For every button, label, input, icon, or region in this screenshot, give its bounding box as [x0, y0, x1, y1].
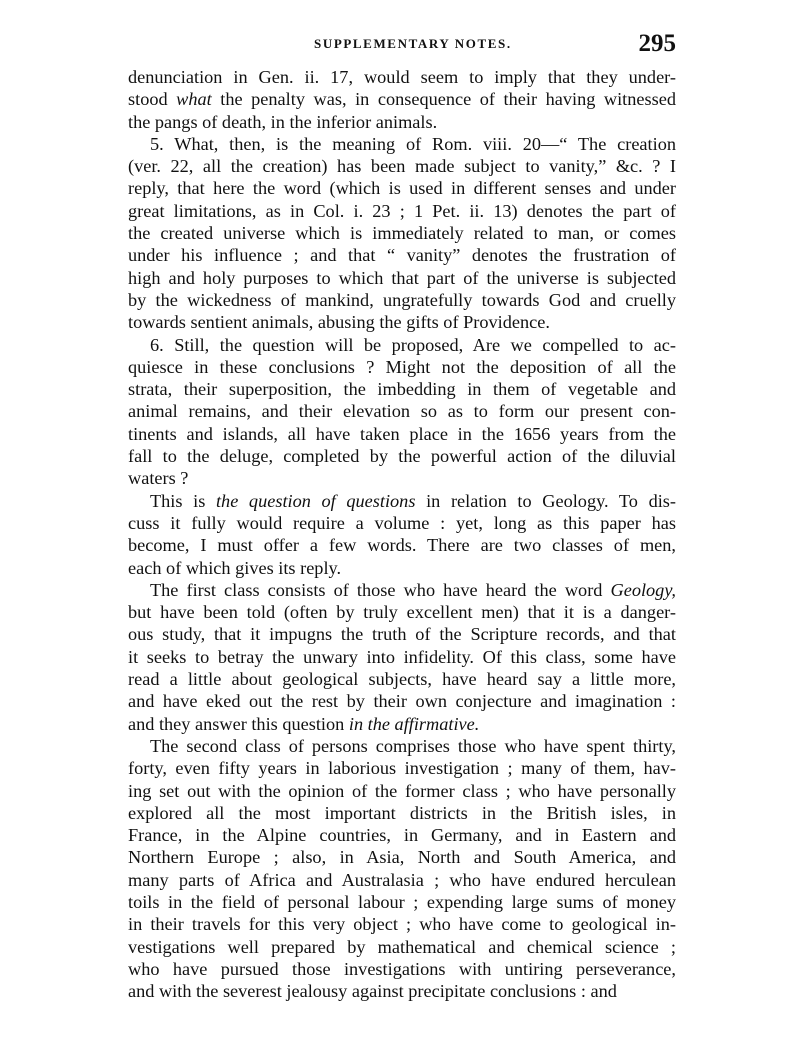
- text-line: [128, 601, 676, 623]
- text-line: [128, 713, 676, 735]
- text-segment: stood: [128, 89, 177, 110]
- text-line: [128, 757, 676, 779]
- text-line: [128, 780, 676, 802]
- text-line: [128, 869, 676, 891]
- paragraph: [128, 490, 676, 579]
- paragraph: [128, 133, 676, 334]
- text-line: [128, 534, 676, 556]
- text-line: [128, 512, 676, 534]
- text-segment: and they answer this question: [128, 713, 349, 734]
- text-line: [128, 690, 676, 712]
- text-line: [128, 423, 676, 445]
- text-line: [128, 356, 676, 378]
- paragraph: [128, 334, 676, 490]
- text-segment: explored all the most important districts in the British isles, in: [128, 802, 676, 823]
- text-line: [128, 155, 676, 177]
- text-segment: who have pursued those investigations with untiring perseverance,: [128, 958, 676, 979]
- text-line: [128, 958, 676, 980]
- text-segment: the pangs of death, in the inferior animals.: [128, 111, 438, 132]
- text-line: [128, 646, 676, 668]
- italic-text: what: [176, 89, 212, 110]
- text-segment: high and holy purposes to which that part of the universe is subjected: [128, 267, 676, 288]
- text-segment: vestigations well prepared by mathematical and chemical science ;: [128, 936, 676, 957]
- text-segment: France, in the Alpine countries, in Germany, and in Eastern and: [128, 825, 676, 846]
- text-segment: (ver. 22, all the creation) has been made subject to vanity,” &c. ? I: [128, 156, 676, 177]
- text-segment: toils in the field of personal labour ; expending large sums of money: [128, 891, 676, 912]
- text-segment: and have eked out the rest by their own conjecture and imagination :: [128, 691, 676, 712]
- text-line: [128, 846, 676, 868]
- text-segment: reply, that here the word (which is used in different senses and under: [128, 178, 676, 199]
- text-segment: under his influence ; and that “ vanity” denotes the frustration of: [128, 245, 676, 266]
- text-segment: The second class of persons comprises those who have spent thirty,: [150, 735, 676, 756]
- text-line: [128, 200, 676, 222]
- text-line: [128, 334, 676, 356]
- text-line: [128, 222, 676, 244]
- text-line: [128, 913, 676, 935]
- text-line: [128, 557, 676, 579]
- text-line: [128, 244, 676, 266]
- text-line: [128, 980, 676, 1002]
- text-line: [128, 802, 676, 824]
- text-segment: the penalty was, in consequence of their having witnessed: [211, 89, 677, 110]
- text-line: [128, 735, 676, 757]
- text-line: [128, 400, 676, 422]
- text-line: [128, 267, 676, 289]
- text-segment: by the wickedness of mankind, ungratefully towards God and cruelly: [128, 289, 676, 310]
- page-number: 295: [638, 30, 676, 57]
- text-segment: great limitations, as in Col. i. 23 ; 1 Pet. ii. 13) denotes the part of: [128, 200, 676, 221]
- paragraph: [128, 579, 676, 735]
- text-line: [128, 111, 676, 133]
- text-segment: in their travels for this very object ; who have come to geological in-: [128, 914, 676, 935]
- running-head: [128, 30, 676, 66]
- text-segment: denunciation in Gen. ii. 17, would seem to imply that they under-: [128, 67, 676, 87]
- text-segment: ing set out with the opinion of the former class ; who have personally: [128, 780, 676, 801]
- body-text: [128, 66, 676, 1002]
- text-line: [128, 579, 676, 601]
- text-segment: waters ?: [128, 468, 189, 489]
- italic-text: Geology,: [610, 579, 676, 600]
- text-line: [128, 824, 676, 846]
- text-line: [128, 133, 676, 155]
- text-segment: it seeks to betray the unwary into infidelity. Of this class, some have: [128, 646, 676, 667]
- text-segment: and with the severest jealousy against precipitate conclusions : and: [128, 981, 617, 1002]
- text-segment: This is: [150, 490, 216, 511]
- text-line: [128, 668, 676, 690]
- text-line: [128, 378, 676, 400]
- text-segment: read a little about geological subjects, have heard say a little more,: [128, 669, 676, 690]
- text-segment: animal remains, and their elevation so as to form our present con-: [128, 401, 676, 422]
- text-segment: 5. What, then, is the meaning of Rom. viii. 20—“ The creation: [150, 133, 676, 154]
- text-segment: in relation to Geology. To dis-: [415, 490, 676, 511]
- text-segment: cuss it fully would require a volume : yet, long as this paper has: [128, 512, 676, 533]
- text-line: [128, 445, 676, 467]
- text-line: [128, 490, 676, 512]
- text-line: [128, 891, 676, 913]
- text-line: [128, 88, 676, 110]
- text-line: [128, 177, 676, 199]
- running-title: SUPPLEMENTARY NOTES.: [314, 36, 512, 51]
- text-segment: forty, even fifty years in laborious investigation ; many of them, hav-: [128, 758, 676, 779]
- text-line: [128, 66, 676, 88]
- text-segment: become, I must offer a few words. There are two classes of men,: [128, 535, 676, 556]
- text-segment: fall to the deluge, completed by the powerful action of the diluvial: [128, 446, 676, 467]
- italic-text: in the affirmative.: [348, 713, 480, 734]
- text-line: [128, 311, 676, 333]
- text-segment: ous study, that it impugns the truth of the Scripture records, and that: [128, 624, 676, 645]
- text-line: [128, 936, 676, 958]
- text-segment: The first class consists of those who have heard the word: [150, 579, 611, 600]
- text-segment: Northern Europe ; also, in Asia, North and South America, and: [128, 847, 676, 868]
- text-segment: but have been told (often by truly excellent men) that it is a danger-: [128, 602, 676, 623]
- text-segment: each of which gives its reply.: [128, 557, 342, 578]
- text-segment: the created universe which is immediately related to man, or comes: [128, 223, 676, 244]
- text-line: [128, 467, 676, 489]
- paragraph: [128, 735, 676, 1003]
- text-line: [128, 623, 676, 645]
- text-segment: strata, their superposition, the imbedding in them of vegetable and: [128, 379, 676, 400]
- book-page: [128, 30, 676, 1002]
- paragraph: [128, 66, 676, 133]
- text-line: [128, 289, 676, 311]
- text-segment: towards sentient animals, abusing the gifts of Providence.: [128, 312, 550, 333]
- italic-text: the question of questions: [215, 490, 416, 511]
- text-segment: tinents and islands, all have taken place in the 1656 years from the: [128, 423, 676, 444]
- text-segment: many parts of Africa and Australasia ; who have endured herculean: [128, 869, 676, 890]
- text-segment: 6. Still, the question will be proposed, Are we compelled to ac-: [150, 334, 676, 355]
- text-segment: quiesce in these conclusions ? Might not the deposition of all the: [128, 356, 676, 377]
